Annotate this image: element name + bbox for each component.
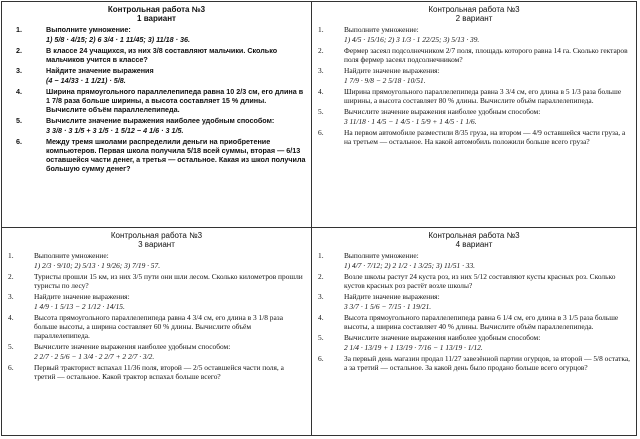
task-number: 6. bbox=[8, 363, 14, 372]
task-text: В классе 24 учащихся, из них 3/8 составляют мальчики. Сколько мальчиков учится в классе? bbox=[46, 46, 278, 64]
task-expression: 1) 2/3 · 9/10; 2) 5/13 · 1 9/26; 3) 7/19 · 57. bbox=[34, 261, 161, 270]
task-text: На первом автомобиле разместили 8/35 груза, на втором — 4/9 оставшейся части груза, а на третьем — остальное. На какой автомобиль положили больше всего груза? bbox=[344, 128, 626, 146]
task-number: 4. bbox=[8, 313, 14, 322]
task-text: Между тремя школами распределили деньги на приобретение компьютеров. Первая школа получила 5/18 всей суммы, вторая — 6/13 оставшейся части денег, а третья — остальное. Какая из школ получила большую сумму денег? bbox=[46, 137, 306, 173]
task-text: Найдите значение выражения bbox=[46, 66, 154, 75]
variant-title: Контрольная работа №3 bbox=[428, 5, 520, 14]
task-text: Туристы прошли 15 км, из них 3/5 пути они шли лесом. Сколько километров прошли туристы по лесу? bbox=[34, 272, 303, 290]
task-number: 3. bbox=[318, 292, 324, 301]
task-number: 3. bbox=[8, 292, 14, 301]
task-text: Фермер засеял подсолнечником 2/7 поля, площадь которого равна 14 га. Сколько гектаров поля фермер засеял подсолнечником? bbox=[344, 46, 628, 64]
task-expression: (4 − 14/33 · 1 1/21) · 5/8. bbox=[46, 76, 126, 85]
task-text: Найдите значение выражения: bbox=[344, 66, 440, 75]
task-number: 4. bbox=[318, 87, 324, 96]
task-item bbox=[316, 66, 632, 85]
task-item bbox=[6, 66, 307, 85]
task-expression: 1) 4/5 · 15/16; 2) 3 1/3 · 1 22/25; 3) 5/13 · 39. bbox=[344, 35, 480, 44]
task-expression: 1) 4/7 · 7/12; 2) 2 1/2 · 1 3/25; 3) 11/51 · 33. bbox=[344, 261, 476, 270]
variant-3-panel bbox=[2, 228, 311, 435]
task-expression: 1 7/9 · 9/8 − 2 5/18 · 10/51. bbox=[344, 76, 426, 85]
task-text: Вычислите значение выражения наиболее удобным способом: bbox=[46, 116, 275, 125]
variant-title: Контрольная работа №3 bbox=[428, 231, 520, 240]
task-expression: 2 2/7 · 2 5/6 − 1 3/4 · 2 2/7 + 2 2/7 · 3/2. bbox=[34, 352, 155, 361]
variant-2-panel bbox=[312, 2, 636, 227]
variant-label: 1 вариант bbox=[137, 14, 176, 23]
task-number: 5. bbox=[8, 342, 14, 351]
task-item bbox=[316, 107, 632, 126]
worksheet-page bbox=[1, 1, 637, 436]
task-text: Найдите значение выражения: bbox=[34, 292, 130, 301]
variant-label: 3 вариант bbox=[138, 240, 175, 249]
task-text: За первый день магазин продал 11/27 завезённой партии огурцов, за второй — 5/8 остатка, а за третий — остальное. За какой день было продано больше всего огурцов? bbox=[344, 354, 631, 372]
task-text: Вычислите значение выражения наиболее удобным способом: bbox=[344, 333, 541, 342]
task-text: Высота прямоугольного параллелепипеда равна 6 1/4 см, его длина в 3 1/5 раза больше высоты, а ширина составляет 40 % длины. Вычислите объём параллелепипеда. bbox=[344, 313, 619, 331]
task-number: 3. bbox=[318, 66, 324, 75]
task-item bbox=[6, 25, 307, 44]
task-item bbox=[6, 87, 307, 114]
task-item bbox=[6, 137, 307, 173]
task-number: 2. bbox=[16, 46, 22, 55]
task-item bbox=[316, 87, 632, 105]
task-number: 1. bbox=[318, 251, 324, 260]
task-text: Вычислите значение выражения наиболее удобным способом: bbox=[344, 107, 541, 116]
variant-title: Контрольная работа №3 bbox=[110, 231, 203, 240]
task-item bbox=[6, 313, 307, 340]
task-item bbox=[316, 25, 632, 44]
task-number: 5. bbox=[16, 116, 22, 125]
task-number: 6. bbox=[318, 354, 324, 363]
task-text: Найдите значение выражения: bbox=[344, 292, 440, 301]
task-item bbox=[6, 272, 307, 290]
task-expression: 2 1/4 · 13/19 + 1 13/19 · 7/16 − 1 13/19 · 1/12. bbox=[344, 343, 483, 352]
task-text: Выполните умножение: bbox=[46, 25, 131, 34]
task-text: Выполните умножение: bbox=[34, 251, 109, 260]
task-item bbox=[6, 342, 307, 361]
task-text: Ширина прямоугольного параллелепипеда равна 10 2/3 см, его длина в 1 7/8 раза больше ширины, а высота составляет 15 % длины. Вычислите объём параллелепипеда. bbox=[46, 87, 304, 114]
task-item bbox=[316, 251, 632, 270]
task-number: 5. bbox=[318, 107, 324, 116]
task-expression: 3 11/18 · 1 4/5 − 1 4/5 · 1 5/9 + 1 4/5 · 1 1/6. bbox=[344, 117, 477, 126]
task-expression: 1) 5/8 · 4/15; 2) 6 3/4 · 1 11/45; 3) 11/18 · 36. bbox=[46, 35, 190, 44]
variant-4-panel bbox=[312, 228, 636, 435]
task-item bbox=[6, 46, 307, 64]
task-item bbox=[316, 292, 632, 311]
task-number: 3. bbox=[16, 66, 22, 75]
task-item bbox=[6, 363, 307, 381]
task-item bbox=[316, 46, 632, 64]
task-text: Ширина прямоугольного параллелепипеда равна 3 3/4 см, его длина в 5 1/3 раза больше ширины, а высота составляет 80 % длины. Вычислите объём параллелепипеда. bbox=[344, 87, 622, 105]
task-text: Высота прямоугольного параллелепипеда равна 4 3/4 см, его длина в 3 1/8 раза больше высоты, а ширина составляет 60 % длины. Вычислите объём параллелепипеда. bbox=[34, 313, 283, 340]
task-expression: 3 3/7 · 1 5/6 − 7/15 · 1 19/21. bbox=[344, 302, 432, 311]
task-number: 1. bbox=[16, 25, 22, 34]
task-item bbox=[316, 272, 632, 290]
task-item bbox=[6, 116, 307, 135]
task-number: 6. bbox=[16, 137, 22, 146]
task-text: Вычислите значение выражения наиболее удобным способом: bbox=[34, 342, 231, 351]
task-item bbox=[316, 313, 632, 331]
task-number: 4. bbox=[16, 87, 22, 96]
task-number: 5. bbox=[318, 333, 324, 342]
task-text: Первый тракторист вспахал 11/36 поля, второй — 2/5 оставшейся части поля, а третий — остальное. Какой трактор вспахал больше всего? bbox=[34, 363, 284, 381]
variant-label: 4 вариант bbox=[455, 240, 493, 249]
task-number: 2. bbox=[318, 46, 324, 55]
variant-title: Контрольная работа №3 bbox=[107, 5, 206, 14]
task-number: 1. bbox=[318, 25, 324, 34]
task-expression: 3 3/8 · 3 1/5 + 3 1/5 · 1 5/12 − 4 1/6 · 3 1/5. bbox=[46, 126, 184, 135]
task-item bbox=[316, 333, 632, 352]
task-text: Возле школы растут 24 куста роз, из них 5/12 составляют кусты красных роз. Сколько кустов красных роз растёт возле школы? bbox=[344, 272, 616, 290]
task-item bbox=[6, 292, 307, 311]
variant-label: 2 вариант bbox=[455, 14, 493, 23]
task-text: Выполните умножение: bbox=[344, 251, 419, 260]
task-expression: 1 4/9 · 1 5/13 − 2 1/12 · 14/15. bbox=[34, 302, 125, 311]
task-text: Выполните умножение: bbox=[344, 25, 419, 34]
task-number: 2. bbox=[318, 272, 324, 281]
variant-1-panel bbox=[2, 2, 311, 227]
task-number: 4. bbox=[318, 313, 324, 322]
task-number: 1. bbox=[8, 251, 14, 260]
task-item bbox=[6, 251, 307, 270]
task-item bbox=[316, 354, 632, 372]
task-number: 2. bbox=[8, 272, 14, 281]
task-item bbox=[316, 128, 632, 146]
task-number: 6. bbox=[318, 128, 324, 137]
